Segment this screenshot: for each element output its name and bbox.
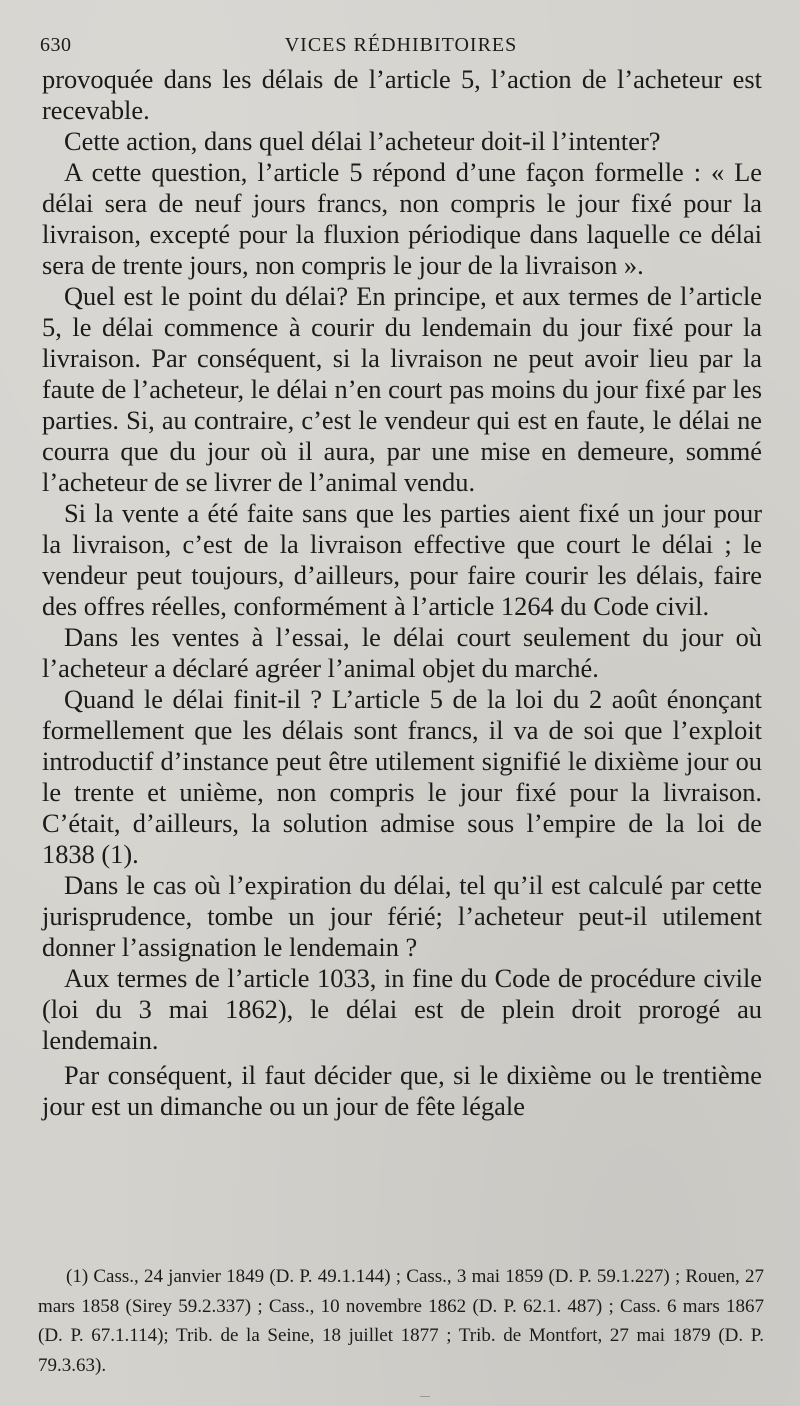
paragraph: Si la vente a été faite sans que les parties aient fixé un jour pour la livraison, c’est de la livraison effective que court le délai ; le vendeur peut toujours, d’ailleurs, pour faire courir les délais, faire des offres réelles, conformément à l’article 1264 du Code civil. <box>42 498 762 621</box>
paragraph: Quand le délai finit-il ? L’article 5 de la loi du 2 août énonçant formellement que les délais sont francs, il va de soi que l’exploit introductif d’instance peut être utilement signifié le dixième jour ou le trente et unième, non compris le jour fixé pour la livraison. C’était, d’ailleurs, la solution admise sous l’empire de la loi de 1838 (1). <box>42 684 762 869</box>
paragraph: Aux termes de l’article 1033, in fine du Code de procédure civile (loi du 3 mai 1862), le délai est de plein droit prorogé au lendemain. <box>42 963 762 1055</box>
page-number: 630 <box>40 34 72 56</box>
footnotes <box>38 1262 764 1380</box>
paragraph: A cette question, l’article 5 répond d’une façon formelle : « Le délai sera de neuf jours francs, non compris le jour fixé pour la livraison, excepté pour la fluxion périodique dans laquelle ce délai sera de trente jours, non compris le jour de la livraison ». <box>42 157 762 280</box>
paragraph: Dans les ventes à l’essai, le délai court seulement du jour où l’acheteur a déclaré agréer l’animal objet du marché. <box>42 622 762 683</box>
body-text <box>42 64 762 1122</box>
running-title: VICES RÉDHIBITOIRES <box>284 34 518 56</box>
page-header <box>40 34 762 64</box>
pencil-mark <box>420 1396 430 1397</box>
paragraph: provoquée dans les délais de l’article 5, l’action de l’acheteur est recevable. <box>42 64 762 125</box>
footnote: (1) Cass., 24 janvier 1849 (D. P. 49.1.144) ; Cass., 3 mai 1859 (D. P. 59.1.227) ; Rouen, 27 mars 1858 (Sirey 59.2.337) ; Cass., 10 novembre 1862 (D. P. 62.1. 487) ; Cass. 6 mars 1867 (D. P. 67.1.114); Trib. de la Seine, 18 juillet 1877 ; Trib. de Montfort, 27 mai 1879 (D. P. 79.3.63). <box>38 1266 764 1376</box>
paragraph: Dans le cas où l’expiration du délai, tel qu’il est calculé par cette jurisprudence, tombe un jour férié; l’acheteur peut-il utilement donner l’assignation le lendemain ? <box>42 870 762 962</box>
paragraph: Par conséquent, il faut décider que, si le dixième ou le trentième jour est un dimanche ou un jour de fête légale <box>42 1060 762 1121</box>
paragraph: Cette action, dans quel délai l’acheteur doit-il l’intenter? <box>64 126 661 156</box>
paragraph: Quel est le point du délai? En principe, et aux termes de l’article 5, le délai commence à courir du lendemain du jour fixé pour la livraison. Par conséquent, si la livraison ne peut avoir lieu par la faute de l’acheteur, le délai n’en court pas moins du jour fixé par les parties. Si, au contraire, c’est le vendeur qui est en faute, le délai ne courra que du jour où il aura, par une mise en demeure, sommé l’acheteur de se livrer de l’animal vendu. <box>42 281 762 497</box>
